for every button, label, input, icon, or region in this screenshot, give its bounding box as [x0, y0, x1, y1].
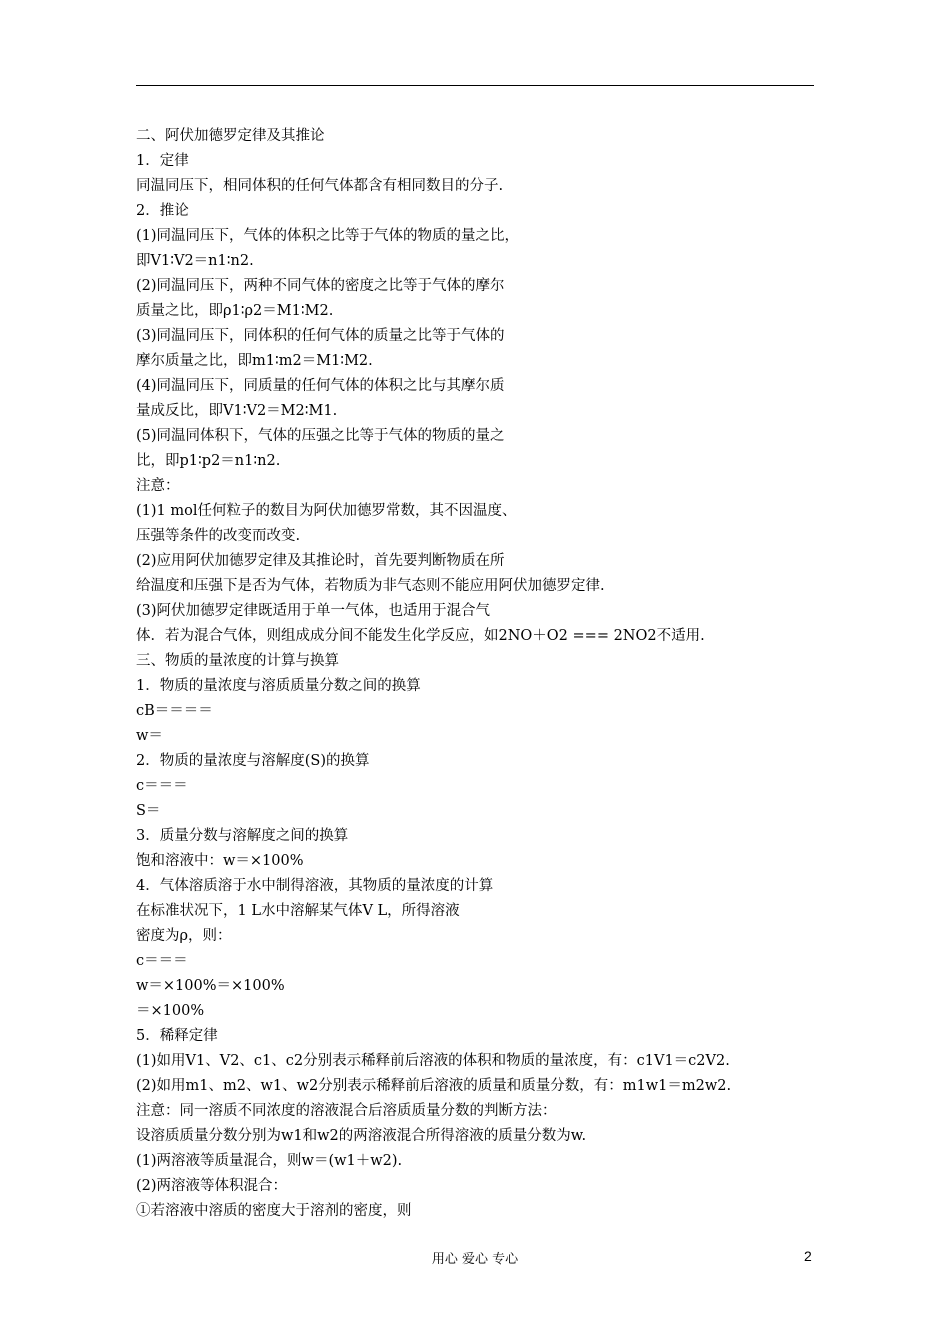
footer-slogan: 用心 爱心 专心	[431, 1252, 519, 1267]
text-line: 摩尔质量之比，即m1∶m2＝M1∶M2.	[136, 353, 373, 369]
text-line: 比，即p1∶p2＝n1∶n2.	[136, 453, 281, 469]
text-line: (1)如用V1、V2、c1、c2分别表示稀释前后溶液的体积和物质的量浓度，有：c1V1＝c2V2.	[136, 1053, 730, 1069]
text-line: S＝	[136, 803, 161, 819]
text-line: c＝＝＝	[136, 778, 188, 794]
text-line: 饱和溶液中：w＝×100%	[136, 853, 304, 869]
text-line: 2．物质的量浓度与溶解度(S)的换算	[136, 753, 370, 769]
text-line: 在标准状况下，1 L水中溶解某气体V L，所得溶液	[136, 903, 460, 919]
text-line: (2)同温同压下，两种不同气体的密度之比等于气体的摩尔	[136, 278, 505, 294]
text-line: 4．气体溶质溶于水中制得溶液，其物质的量浓度的计算	[136, 878, 494, 894]
text-line: (5)同温同体积下，气体的压强之比等于气体的物质的量之	[136, 428, 505, 444]
text-line: (4)同温同压下，同质量的任何气体的体积之比与其摩尔质	[136, 378, 505, 394]
page-number: 2	[804, 1248, 812, 1264]
text-line: 3．质量分数与溶解度之间的换算	[136, 828, 349, 844]
text-line: (2)应用阿伏加德罗定律及其推论时，首先要判断物质在所	[136, 553, 505, 569]
text-line: (3)阿伏加德罗定律既适用于单一气体，也适用于混合气	[136, 603, 491, 619]
text-line: 同温同压下，相同体积的任何气体都含有相同数目的分子.	[136, 178, 504, 194]
text-line: 即V1∶V2＝n1∶n2.	[136, 253, 254, 269]
text-line: (1)两溶液等质量混合，则w＝(w1＋w2).	[136, 1153, 403, 1169]
text-line: 设溶质质量分数分别为w1和w2的两溶液混合所得溶液的质量分数为w.	[136, 1128, 587, 1144]
text-line: 二、阿伏加德罗定律及其推论	[136, 128, 325, 144]
text-line: c＝＝＝	[136, 953, 188, 969]
text-line: (1)同温同压下，气体的体积之比等于气体的物质的量之比，	[136, 228, 520, 244]
text-line: (1)1 mol任何粒子的数目为阿伏加德罗常数，其不因温度、	[136, 503, 517, 519]
text-line: 2．推论	[136, 203, 189, 219]
text-line: 注意：	[136, 478, 180, 494]
text-line: w＝	[136, 728, 163, 744]
text-line: ①若溶液中溶质的密度大于溶剂的密度，则	[136, 1203, 412, 1219]
text-line: 1．物质的量浓度与溶质质量分数之间的换算	[136, 678, 421, 694]
text-line: w＝×100%＝×100%	[136, 978, 285, 994]
text-line: 给温度和压强下是否为气体，若物质为非气态则不能应用阿伏加德罗定律.	[136, 578, 605, 594]
document-body	[136, 124, 826, 1224]
text-line: (2)两溶液等体积混合：	[136, 1178, 288, 1194]
text-line: 质量之比，即ρ1∶ρ2＝M1∶M2.	[136, 303, 334, 319]
text-line: 5．稀释定律	[136, 1028, 218, 1044]
text-line: (2)如用m1、m2、w1、w2分别表示稀释前后溶液的质量和质量分数，有：m1w1＝m2w2.	[136, 1078, 732, 1094]
text-line: 注意：同一溶质不同浓度的溶液混合后溶质质量分数的判断方法：	[136, 1103, 557, 1119]
text-line: 1．定律	[136, 153, 189, 169]
text-line: 密度为ρ，则：	[136, 928, 232, 944]
text-line: (3)同温同压下，同体积的任何气体的质量之比等于气体的	[136, 328, 505, 344]
text-line: 量成反比，即V1∶V2＝M2∶M1.	[136, 403, 338, 419]
text-line: cB＝＝＝＝	[136, 703, 213, 719]
text-line: ＝×100%	[136, 1003, 205, 1019]
text-line: 体．若为混合气体，则组成成分间不能发生化学反应，如2NO＋O2 === 2NO2不适用.	[136, 628, 705, 644]
text-line: 三、物质的量浓度的计算与换算	[136, 653, 339, 669]
header-rule	[136, 85, 814, 86]
text-line: 压强等条件的改变而改变.	[136, 528, 301, 544]
